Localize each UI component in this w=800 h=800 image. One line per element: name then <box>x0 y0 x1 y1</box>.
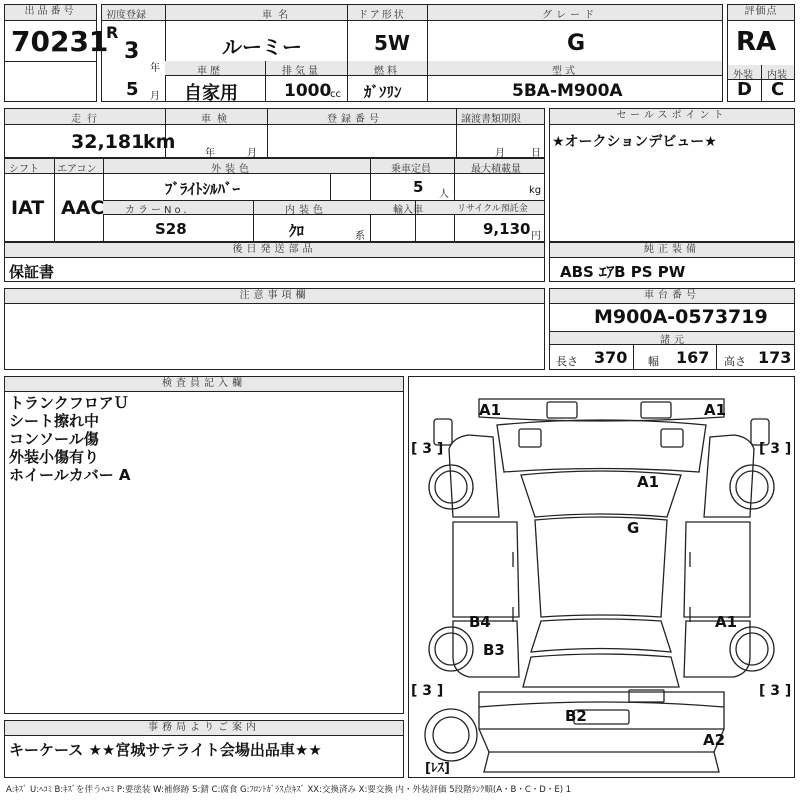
genuine-equip: ABS ｴｱB PS PW <box>560 263 686 281</box>
damage-mark: A1 <box>715 613 738 631</box>
score: RA <box>736 27 777 57</box>
interior-color-unit: 系 <box>355 231 365 242</box>
tire-rating: [ 3 ] <box>411 441 444 457</box>
damage-diagram-box <box>408 376 795 778</box>
interior-color-label: 内装色 <box>285 205 327 216</box>
damage-mark: A1 <box>704 401 727 419</box>
chassis-no: M900A-0573719 <box>594 306 768 328</box>
displacement: 1000 <box>284 81 332 101</box>
color-no: S28 <box>155 220 187 238</box>
sales-point: ★オークションデビュー★ <box>552 134 717 150</box>
score-box <box>727 4 795 102</box>
office-box <box>4 720 404 778</box>
exterior-grade: D <box>737 79 752 100</box>
mileage-box <box>4 108 545 158</box>
max-load-unit: kg <box>529 185 542 196</box>
height-label: 高さ <box>724 355 746 368</box>
spare-tire-rating: [ﾚｽ] <box>425 761 450 776</box>
car-name: ルーミー <box>222 35 302 59</box>
interior-label: 内装 <box>767 70 787 81</box>
lot-label: 出品番号 <box>5 5 96 21</box>
damage-mark: B4 <box>469 613 491 631</box>
specs-label: 諸元 <box>660 335 688 346</box>
interior-color: ｸﾛ <box>289 222 305 240</box>
tire-rating: [ 3 ] <box>411 683 444 699</box>
lot-box <box>4 4 109 102</box>
capacity: 5 <box>413 178 424 196</box>
door-label: ドア形状 <box>358 10 406 21</box>
tire-rating: [ 3 ] <box>759 441 792 457</box>
chassis-box <box>549 288 795 370</box>
grade: G <box>567 31 586 56</box>
chassis-label: 車台番号 <box>550 289 794 304</box>
notes-label: 注意事項欄 <box>5 289 544 304</box>
inspection-year-unit: 年 <box>205 148 215 159</box>
damage-mark: B3 <box>483 641 505 659</box>
width: 167 <box>676 348 710 367</box>
import-label: 輸入車 <box>393 205 423 216</box>
inspector-note: トランクフロアＵ <box>9 394 129 412</box>
car-name-label: 車名 <box>262 10 294 21</box>
mileage: 32,181 <box>71 131 145 153</box>
model-label: 型式 <box>552 66 578 77</box>
tire-rating: [ 3 ] <box>759 683 792 699</box>
transfer-label: 譲渡書類期限 <box>461 114 521 125</box>
inspection-label: 車検 <box>201 114 233 125</box>
history: 自家用 <box>184 83 238 104</box>
mileage-unit: km <box>143 131 176 153</box>
damage-mark: G <box>627 519 640 537</box>
genuine-equip-label: 純正装備 <box>550 243 794 258</box>
damage-mark: A1 <box>637 473 660 491</box>
door-type: 5W <box>374 31 410 55</box>
later-parts: 保証書 <box>9 263 55 281</box>
capacity-label: 乗車定員 <box>391 164 431 175</box>
damage-mark: B2 <box>565 707 587 725</box>
spec-box <box>4 158 545 242</box>
shift-label: シフト <box>9 164 39 175</box>
notes-box <box>4 288 545 370</box>
displacement-label: 排気量 <box>282 66 321 77</box>
damage-mark: A2 <box>703 731 726 749</box>
reg-month-unit: 月 <box>150 91 160 102</box>
aircon-label: エアコン <box>57 164 97 175</box>
body-color: ﾌﾞﾗｲﾄｼﾙﾊﾞｰ <box>165 180 241 198</box>
mileage-label: 走行 <box>71 114 103 125</box>
length: 370 <box>594 348 628 367</box>
exterior-label: 外装 <box>733 70 753 81</box>
inspector-note: 外装小傷有り <box>9 448 100 466</box>
fuel: ｶﾞｿﾘﾝ <box>364 83 402 101</box>
inspector-box <box>4 376 404 714</box>
length-label: 長さ <box>556 355 578 368</box>
interior-grade: C <box>771 79 785 100</box>
color-no-label: カラーNo. <box>125 205 190 216</box>
inspection-month-unit: 月 <box>247 148 257 159</box>
later-parts-label: 後日発送部品 <box>5 243 544 258</box>
first-reg-label: 初度登録 <box>106 10 146 21</box>
grade-label: グレード <box>542 10 598 21</box>
later-parts-box <box>4 242 545 282</box>
recycle-label: リサイクル預託金 <box>457 204 528 214</box>
recycle: 9,130 <box>483 220 531 238</box>
shift: IAT <box>11 197 45 219</box>
capacity-unit: 人 <box>439 189 449 200</box>
body-color-label: 外装色 <box>211 164 253 175</box>
inspector-label: 検査員記入欄 <box>5 377 403 392</box>
damage-mark: A1 <box>479 401 502 419</box>
office-note: キーケース ★★宮城サテライト会場出品車★★ <box>9 741 322 759</box>
height: 173 <box>758 348 792 367</box>
genuine-equip-box <box>549 242 795 282</box>
inspector-note: シート擦れ中 <box>9 412 100 430</box>
aircon: AAC <box>61 197 105 219</box>
office-label: 事務局よりご案内 <box>5 721 403 736</box>
displacement-unit: cc <box>330 89 341 100</box>
reg-year: 3 <box>124 39 140 64</box>
sales-point-label: セールスポイント <box>550 109 794 125</box>
model: 5BA-M900A <box>512 81 623 101</box>
main-info-box <box>101 4 723 102</box>
recycle-unit: 円 <box>531 231 541 242</box>
transfer-day-unit: 日 <box>531 148 541 159</box>
width-label: 幅 <box>648 355 659 368</box>
score-label: 評価点 <box>728 5 794 21</box>
legend: A:ｷｽﾞ U:ﾍｺﾐ B:ｷｽﾞを伴うﾍｺﾐ P:要塗装 W:補修跡 S:錆 C:腐食 G:ﾌﾛﾝﾄｶﾞﾗｽ点ｷｽﾞ XX:交換済み X:要交換 内・外装評価 5段階ﾗﾝｸ順(A・B・C・D・E) 1 <box>6 785 572 795</box>
era: R <box>106 23 119 42</box>
car-diagram <box>409 377 794 777</box>
reg-year-unit: 年 <box>150 63 160 74</box>
history-label: 車歴 <box>197 66 223 77</box>
max-load-label: 最大積載量 <box>471 164 521 175</box>
inspector-note: コンソール傷 <box>9 430 99 448</box>
inspector-note: ホイールカバー A <box>9 466 131 484</box>
sales-point-box <box>549 108 795 242</box>
lot-number: 70231 <box>11 25 109 58</box>
reg-no-label: 登録番号 <box>327 114 383 125</box>
transfer-month-unit: 月 <box>495 148 505 159</box>
fuel-label: 燃料 <box>374 66 400 77</box>
reg-month: 5 <box>126 79 139 100</box>
